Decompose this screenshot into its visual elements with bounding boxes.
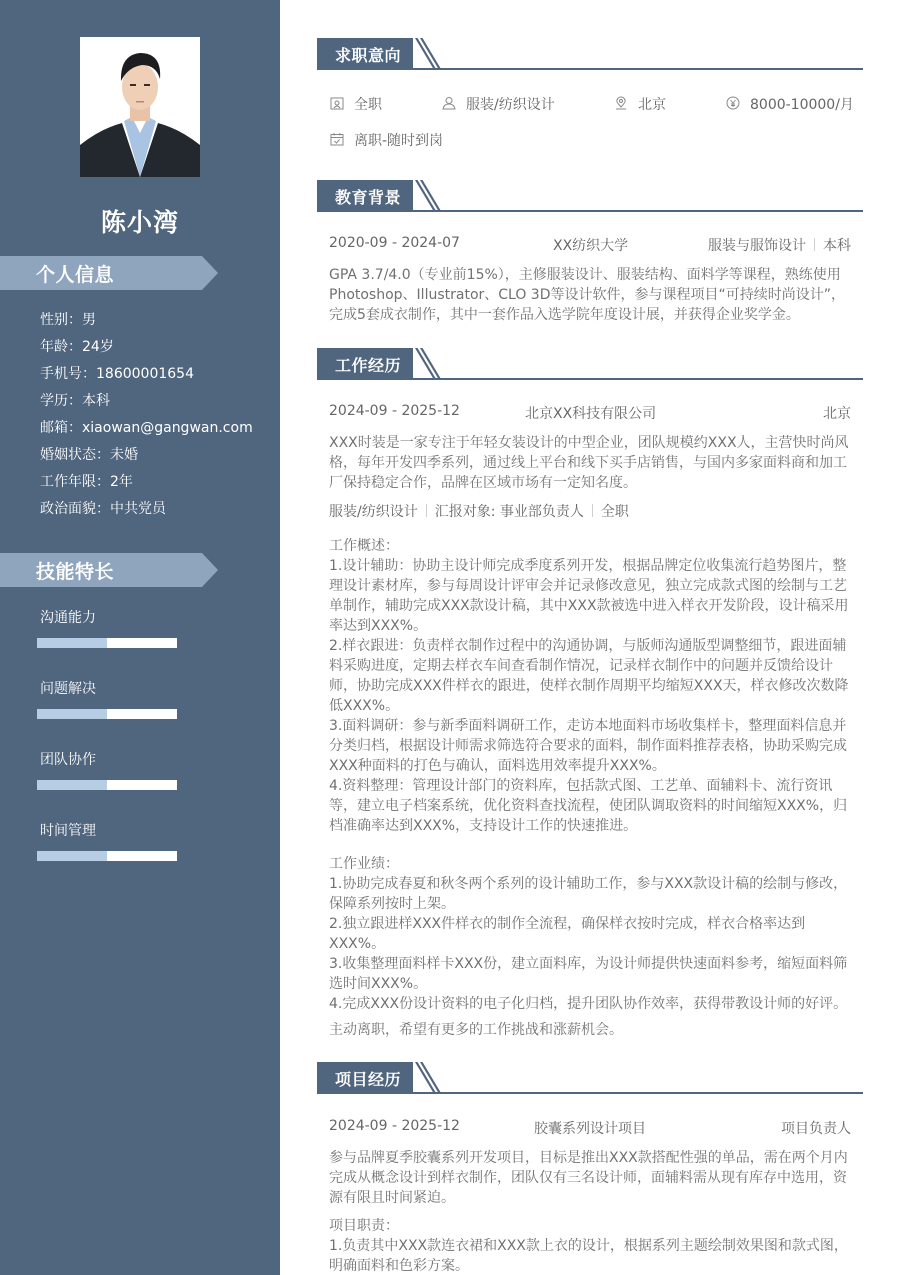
work-overview-title: 工作概述： xyxy=(329,538,399,554)
skill-name: 时间管理 xyxy=(40,823,96,839)
section-title: 教育背景 xyxy=(335,188,402,207)
heading-ribbon-arrow xyxy=(202,553,218,587)
work-achievement-item: 2.独立跟进样XXX件样衣的制作全流程，确保样衣按时完成，样衣合格率达到XXX%。 xyxy=(329,916,806,952)
project-duties-title: 项目职责： xyxy=(329,1218,399,1234)
info-political xyxy=(40,496,253,523)
project-name: 胶囊系列设计项目 xyxy=(534,1121,646,1137)
personal-info-title: 个人信息 xyxy=(36,264,115,286)
info-value: xiaowan@gangwan.com xyxy=(82,420,253,436)
calendar-icon xyxy=(330,132,344,146)
skill-name: 问题解决 xyxy=(40,681,96,697)
info-label: 婚姻状态： xyxy=(40,447,110,463)
skill-bar xyxy=(37,780,177,790)
section-rule xyxy=(317,210,863,212)
info-value: 本科 xyxy=(82,393,110,409)
skills-title: 技能特长 xyxy=(36,561,115,583)
education-school: XX纺织大学 xyxy=(553,238,629,254)
info-age xyxy=(40,334,253,361)
info-years xyxy=(40,469,253,496)
intent-text: 8000-10000/月 xyxy=(750,97,854,113)
project-description: 参与品牌夏季胶囊系列开发项目，目标是推出XXX款搭配性强的单品，需在两个月内完成从概念设计到样衣制作，团队仅有三名设计师，面辅料需从现有库存中选用，资源有限且时间紧迫。 xyxy=(329,1150,848,1206)
info-education xyxy=(40,388,253,415)
work-achievements-title: 工作业绩： xyxy=(329,856,399,872)
avatar-photo xyxy=(80,37,200,177)
work-company: 北京XX科技有限公司 xyxy=(525,406,657,422)
education-degree: 本科 xyxy=(823,238,851,254)
personal-info-list xyxy=(40,307,253,523)
work-tag: 服装/纺织设计 xyxy=(329,504,418,520)
info-value: 未婚 xyxy=(110,447,138,463)
skill-bar-fill xyxy=(37,851,107,861)
skill-name: 沟通能力 xyxy=(40,610,96,626)
skill-bar xyxy=(37,851,177,861)
info-label: 性别： xyxy=(40,312,82,328)
info-value: 男 xyxy=(82,312,96,328)
stripe-decoration-icon xyxy=(409,38,443,69)
work-tag-list xyxy=(329,504,629,520)
section-rule xyxy=(317,378,863,380)
section-rule xyxy=(317,1092,863,1094)
info-value: 2年 xyxy=(110,474,133,490)
info-value: 24岁 xyxy=(82,339,114,355)
education-period: 2020-09 - 2024-07 xyxy=(329,235,460,251)
stripe-decoration-icon xyxy=(409,1062,443,1093)
education-major-degree xyxy=(708,235,851,255)
intent-text: 北京 xyxy=(638,97,666,113)
divider xyxy=(426,504,427,517)
work-overview-item: 3.面料调研：参与新季面料调研工作，走访本地面料市场收集样卡，整理面料信息并分类归档，根据设计师需求筛选符合要求的面料，制作面料推荐表格，协助采购完成XXX种面料的打色与确认，面料选用效率提升XXX%。 xyxy=(329,718,847,774)
skill-bar-fill xyxy=(37,709,107,719)
skill-name: 团队协作 xyxy=(40,752,96,768)
work-achievement-item: 1.协助完成春夏和秋冬两个系列的设计辅助工作，参与XXX款设计稿的绘制与修改，保障系列按时上架。 xyxy=(329,876,848,912)
work-achievement-item: 3.收集整理面料样卡XXX份，建立面料库，为设计师提供快速面料参考，缩短面料筛选时间XXX%。 xyxy=(329,956,848,992)
yen-icon xyxy=(726,96,740,110)
work-tag: 全职 xyxy=(600,504,629,520)
project-duty-item: 1.负责其中XXX款连衣裙和XXX款上衣的设计，根据系列主题绘制效果图和款式图，明确面料和色彩方案。 xyxy=(329,1238,848,1274)
education-meta-row xyxy=(329,235,851,255)
skill-bar xyxy=(37,638,177,648)
info-label: 手机号： xyxy=(40,366,96,382)
info-label: 邮箱： xyxy=(40,420,82,436)
stripe-decoration-icon xyxy=(409,348,443,379)
work-leave-reason: 主动离职，希望有更多的工作挑战和涨薪机会。 xyxy=(329,1022,623,1038)
intent-text: 服装/纺织设计 xyxy=(466,97,555,113)
divider xyxy=(814,238,815,251)
work-location: 北京 xyxy=(823,406,851,422)
stripe-decoration-icon xyxy=(409,180,443,211)
intent-text: 全职 xyxy=(354,97,382,113)
skill-bar xyxy=(37,709,177,719)
portrait-image xyxy=(80,37,200,177)
info-marital xyxy=(40,442,253,469)
work-tags xyxy=(329,501,851,521)
section-header-project xyxy=(317,1062,863,1094)
skill-bar-fill xyxy=(37,638,107,648)
info-label: 工作年限： xyxy=(40,474,110,490)
section-title: 求职意向 xyxy=(335,46,402,65)
info-value: 18600001654 xyxy=(96,366,194,382)
education-major: 服装与服饰设计 xyxy=(708,238,806,254)
section-title: 工作经历 xyxy=(335,356,402,375)
info-gender xyxy=(40,307,253,334)
info-label: 学历： xyxy=(40,393,82,409)
section-header-intent xyxy=(317,38,863,70)
work-overview-item: 1.设计辅助：协助主设计师完成季度系列开发，根据品牌定位收集流行趋势图片，整理设计素材库，参与每周设计评审会并记录修改意见，独立完成款式图的绘制与工艺单制作，辅助完成XXX款设计稿，其中XXX款被选中进入样衣开发阶段，设计稿采用率达到XXX%。 xyxy=(329,558,849,634)
skill-item xyxy=(40,820,180,840)
skill-bar-fill xyxy=(37,780,107,790)
skill-item xyxy=(40,607,180,627)
location-pin-icon xyxy=(614,96,628,110)
project-role: 项目负责人 xyxy=(781,1121,851,1137)
section-header-education xyxy=(317,180,863,212)
work-achievement-item: 4.完成XXX份设计资料的电子化归档，提升团队协作效率，获得带教设计师的好评。 xyxy=(329,996,848,1012)
info-label: 政治面貌： xyxy=(40,501,110,517)
skill-item xyxy=(40,749,180,769)
work-tag: 汇报对象: 事业部负责人 xyxy=(434,504,584,520)
briefcase-id-icon xyxy=(330,96,344,110)
work-overview-item: 2.样衣跟进：负责样衣制作过程中的沟通协调，与版师沟通版型调整细节，跟进面辅料采购进度，定期去样衣车间查看制作情况，记录样衣制作中的问题并反馈给设计师，协助完成XXX件样衣的跟进，使样衣制作周期平均缩短XXX天，样衣修改次数降低XXX%。 xyxy=(329,638,849,714)
info-email xyxy=(40,415,253,442)
skill-item xyxy=(40,678,180,698)
info-phone xyxy=(40,361,253,388)
project-duties xyxy=(329,1216,853,1275)
info-label: 年龄： xyxy=(40,339,82,355)
work-period: 2024-09 - 2025-12 xyxy=(329,403,460,419)
heading-ribbon-arrow xyxy=(202,256,218,290)
section-rule xyxy=(317,68,863,70)
info-value: 中共党员 xyxy=(110,501,166,517)
project-period: 2024-09 - 2025-12 xyxy=(329,1118,460,1134)
personal-info-heading xyxy=(0,256,218,290)
work-achievements xyxy=(329,854,853,1014)
work-meta-row xyxy=(329,403,851,423)
project-meta-row xyxy=(329,1118,851,1138)
skills-heading xyxy=(0,553,218,587)
candidate-name: 陈小湾 xyxy=(100,208,179,237)
education-description: GPA 3.7/4.0（专业前15%），主修服装设计、服装结构、面料学等课程，熟练使用Photoshop、Illustrator、CLO 3D等设计软件，参与课程项目“可持续时尚设计”，完成5套成衣制作，其中一套作品入选学院年度设计展，并获得企业奖学金。 xyxy=(329,267,846,323)
work-overview-item: 4.资料整理：管理设计部门的资料库，包括款式图、工艺单、面辅料卡、流行资讯等，建立电子档案系统，优化资料查找流程，使团队调取资料的时间缩短XXX%，归档准确率达到XXX%，支持设计工作的快速推进。 xyxy=(329,778,848,834)
sidebar xyxy=(0,0,280,1275)
intent-text: 离职-随时到岗 xyxy=(354,133,444,149)
section-header-work xyxy=(317,348,863,380)
work-company-intro: XXX时装是一家专注于年轻女装设计的中型企业，团队规模约XXX人，主营快时尚风格，每年开发四季系列，通过线上平台和线下买手店销售，与国内多家面料商和加工厂保持稳定合作，品牌在区域市场有一定知名度。 xyxy=(329,435,849,491)
person-icon xyxy=(442,96,456,110)
work-overview xyxy=(329,536,853,836)
divider xyxy=(592,504,593,517)
section-title: 项目经历 xyxy=(335,1070,402,1089)
